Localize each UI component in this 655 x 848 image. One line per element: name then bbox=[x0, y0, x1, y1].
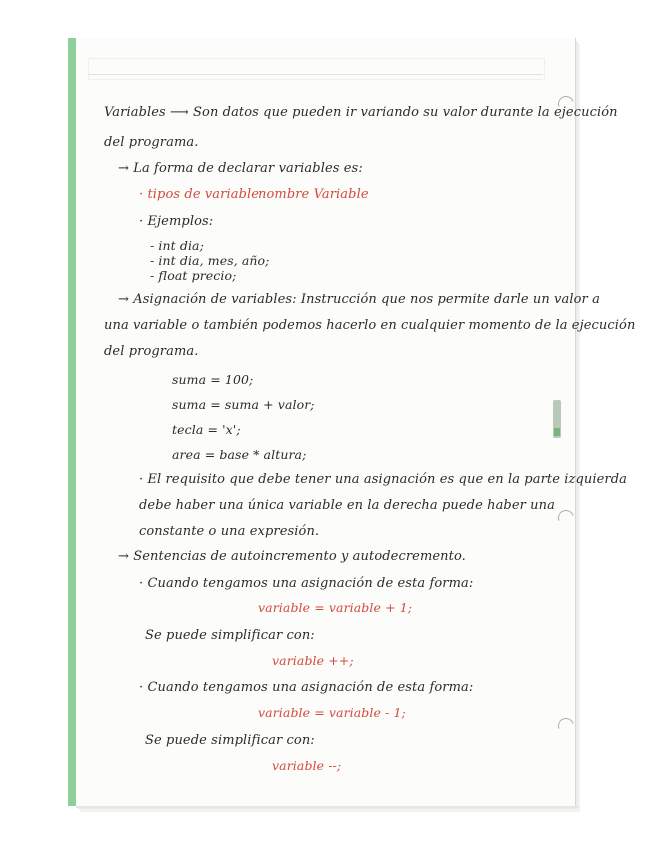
requirement-line: debe haber una única variable en la derecha puede haber una bbox=[139, 498, 555, 513]
declare-heading: → La forma de declarar variables es: bbox=[118, 161, 363, 176]
definition-line-cont: del programa. bbox=[104, 135, 199, 150]
definition-line: Variables ⟶ Son datos que pueden ir variando su valor durante la ejecución bbox=[104, 105, 618, 120]
simplify-line: Se puede simplificar con: bbox=[145, 733, 315, 748]
code-example: area = base * altura; bbox=[172, 447, 307, 462]
assignment-heading: → Asignación de variables: Instrucción que nos permite darle un valor a bbox=[118, 292, 600, 307]
example-line: - int dia, mes, año; bbox=[150, 253, 270, 268]
assignment-line: una variable o también podemos hacerlo en cualquier momento de la ejecución bbox=[104, 318, 636, 333]
simplify-line: Se puede simplificar con: bbox=[145, 628, 315, 643]
requirement-line: constante o una expresión. bbox=[139, 524, 320, 539]
increment-code: variable = variable + 1; bbox=[258, 600, 413, 615]
syntax-name: nombre Variable bbox=[258, 187, 369, 202]
page-tab bbox=[553, 400, 561, 438]
margin-strip bbox=[68, 38, 76, 806]
decrement-short: variable --; bbox=[272, 758, 342, 773]
header-rule bbox=[88, 74, 543, 75]
page-bottom-edge bbox=[76, 806, 579, 808]
case-line: · Cuando tengamos una asignación de esta forma: bbox=[139, 576, 474, 591]
code-example: suma = 100; bbox=[172, 372, 254, 387]
case-line: · Cuando tengamos una asignación de esta forma: bbox=[139, 680, 474, 695]
examples-heading: · Ejemplos: bbox=[139, 214, 214, 229]
increment-short: variable ++; bbox=[272, 653, 354, 668]
increment-heading: → Sentencias de autoincremento y autodecremento. bbox=[118, 549, 466, 564]
code-example: suma = suma + valor; bbox=[172, 397, 315, 412]
decrement-code: variable = variable - 1; bbox=[258, 705, 406, 720]
header-box bbox=[88, 58, 545, 80]
example-line: - int dia; bbox=[150, 238, 204, 253]
example-line: - float precio; bbox=[150, 268, 237, 283]
requirement-line: · El requisito que debe tener una asignación es que en la parte izquierda bbox=[139, 472, 627, 487]
assignment-line-cont: del programa. bbox=[104, 344, 199, 359]
syntax-type: · tipos de variable bbox=[139, 187, 260, 202]
code-example: tecla = 'x'; bbox=[172, 422, 241, 437]
